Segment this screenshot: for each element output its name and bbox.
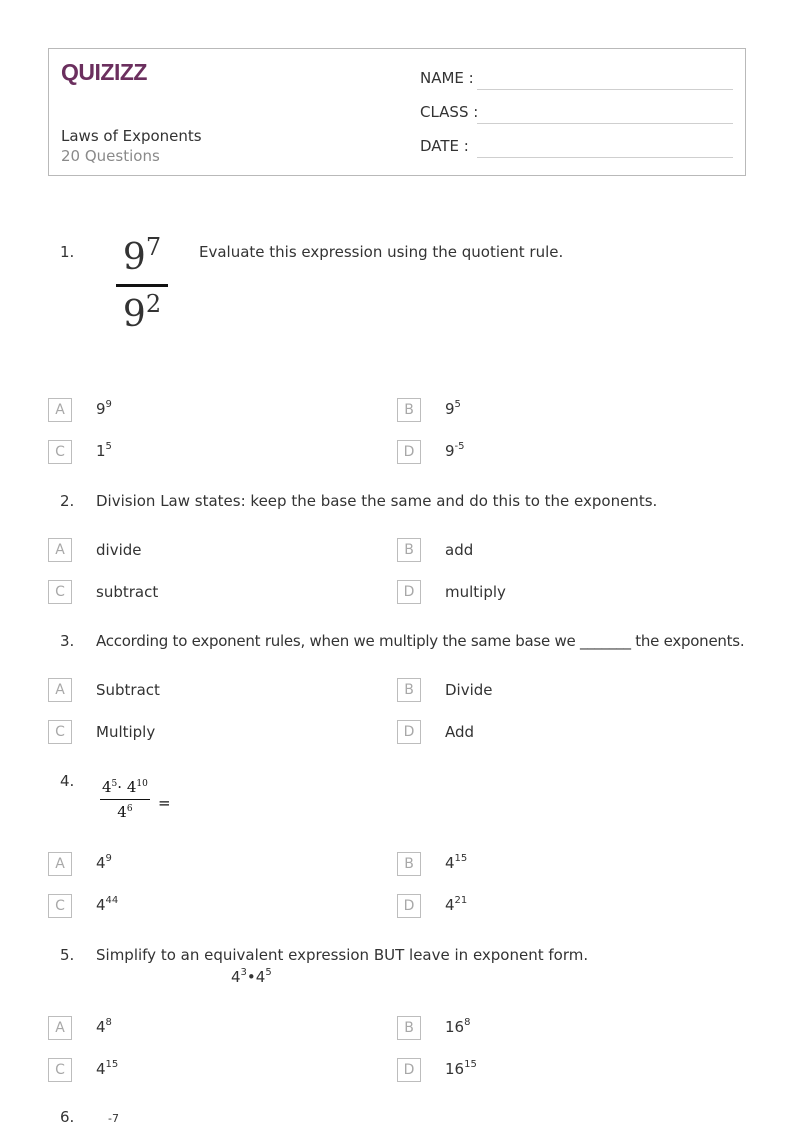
option-c-box[interactable]: C [48, 580, 72, 604]
name-field[interactable] [477, 89, 733, 90]
question-2-text: Division Law states: keep the base the same and do this to the exponents. [96, 492, 658, 510]
quizizz-logo: QUIZIZZ [61, 59, 147, 85]
option-c-box[interactable]: C [48, 440, 72, 464]
option-d-box[interactable]: D [397, 720, 421, 744]
worksheet-title: Laws of Exponents [61, 127, 202, 145]
question-1-number: 1. [60, 243, 75, 261]
option-d-text: $16^{15}$ [445, 1059, 477, 1078]
question-3-number: 3. [60, 632, 75, 650]
numerator-exponent: 7 [145, 233, 162, 261]
question-5-expression: $4^3•4^5$ [231, 967, 272, 986]
question-count: 20 Questions [61, 147, 160, 165]
option-d-box[interactable]: D [397, 1058, 421, 1082]
option-c-box[interactable]: C [48, 720, 72, 744]
option-b-box[interactable]: B [397, 852, 421, 876]
option-b-text: add [445, 541, 474, 559]
option-a-box[interactable]: A [48, 678, 72, 702]
question-6-number: 6. [60, 1108, 75, 1126]
option-c-text: subtract [96, 583, 159, 601]
option-a-text: $4^8$ [96, 1017, 112, 1036]
question-1-text: Evaluate this expression using the quotient rule. [199, 243, 564, 261]
option-a-box[interactable]: A [48, 1016, 72, 1040]
question-2-number: 2. [60, 492, 75, 510]
option-a-box[interactable]: A [48, 852, 72, 876]
class-field[interactable] [477, 123, 733, 124]
option-d-text: $4^{21}$ [445, 895, 468, 914]
option-c-box[interactable]: C [48, 894, 72, 918]
option-d-text: Add [445, 723, 475, 741]
option-b-text: $9^5$ [445, 399, 461, 418]
option-c-box[interactable]: C [48, 1058, 72, 1082]
option-b-box[interactable]: B [397, 538, 421, 562]
numerator-base: 9 [122, 237, 146, 278]
name-label: NAME : [420, 69, 474, 87]
equals-sign: = [158, 794, 171, 812]
option-d-text: multiply [445, 583, 506, 601]
class-label: CLASS : [420, 103, 479, 121]
option-b-text: $16^8$ [445, 1017, 471, 1036]
question-6-fragment: -7 [108, 1112, 119, 1125]
option-a-text: $4^9$ [96, 853, 112, 872]
option-d-box[interactable]: D [397, 440, 421, 464]
option-b-box[interactable]: B [397, 398, 421, 422]
option-a-text: $9^9$ [96, 399, 112, 418]
question-3-text: According to exponent rules, when we multiply the same base we _______ the exponents. [96, 632, 745, 650]
option-a-box[interactable]: A [48, 538, 72, 562]
date-label: DATE : [420, 137, 469, 155]
option-c-text: $4^{15}$ [96, 1059, 119, 1078]
fraction-bar [100, 799, 150, 800]
denominator-base: 9 [122, 294, 146, 335]
option-d-text: $9^{-5}$ [445, 441, 465, 460]
option-c-text: $1^5$ [96, 441, 112, 460]
worksheet-header [48, 48, 746, 176]
option-c-text: $4^{44}$ [96, 895, 119, 914]
fraction-bar [116, 284, 168, 287]
option-b-text: Divide [445, 681, 493, 699]
option-a-text: Subtract [96, 681, 160, 699]
option-a-text: divide [96, 541, 142, 559]
option-b-box[interactable]: B [397, 678, 421, 702]
denominator-exponent: 2 [145, 290, 162, 318]
option-d-box[interactable]: D [397, 580, 421, 604]
question-5-text: Simplify to an equivalent expression BUT leave in exponent form. [96, 946, 589, 964]
option-b-box[interactable]: B [397, 1016, 421, 1040]
date-field[interactable] [477, 157, 733, 158]
question-4-number: 4. [60, 772, 75, 790]
question-5-number: 5. [60, 946, 75, 964]
option-c-text: Multiply [96, 723, 156, 741]
option-a-box[interactable]: A [48, 398, 72, 422]
option-b-text: $4^{15}$ [445, 853, 468, 872]
question-1-expression [112, 233, 172, 335]
option-d-box[interactable]: D [397, 894, 421, 918]
question-4-expression: $4^5\cdot 4^{10}$ $4^6$ [102, 778, 148, 821]
